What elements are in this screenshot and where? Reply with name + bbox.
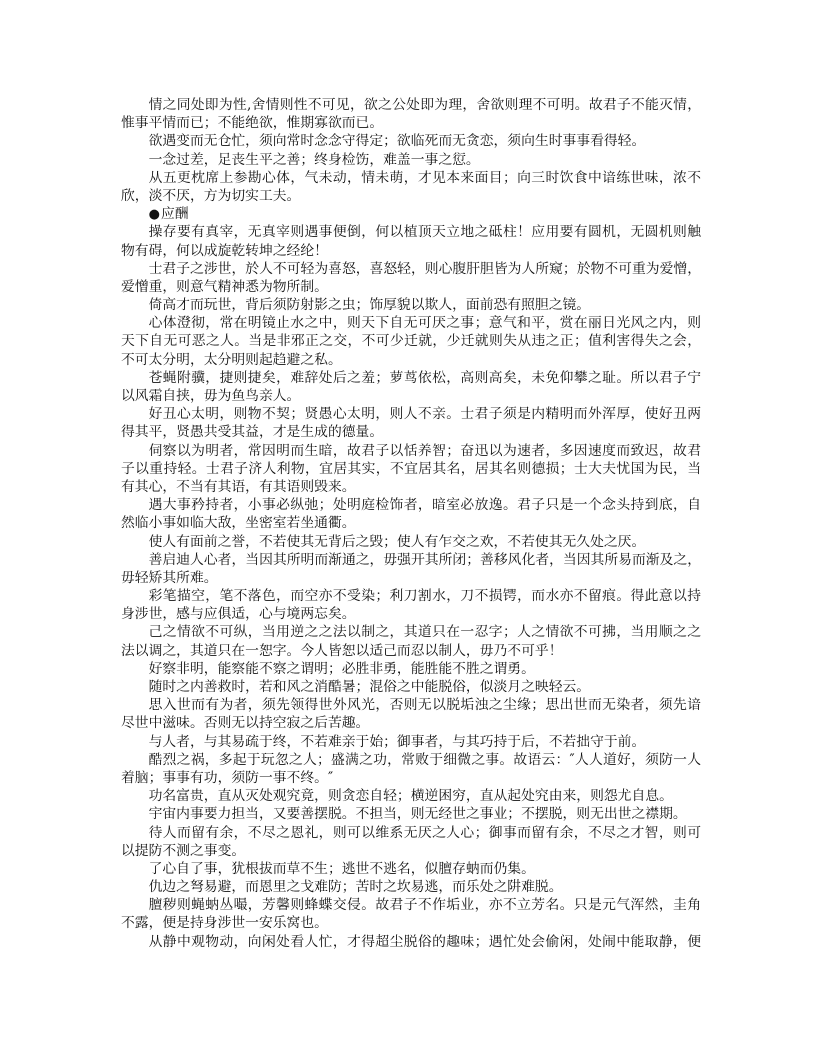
text-line: 与人者，与其易疏于终，不若难亲于始；御事者，与其巧持于后，不若拙守于前。 <box>148 733 646 750</box>
text-line: 己之情欲不可纵，当用逆之之法以制之，其道只在一忍字；人之情欲不可拂，当用顺之之 <box>148 624 701 641</box>
paragraph <box>121 132 701 150</box>
text-line: 仇边之弩易避，而恩里之戈难防；苦时之坎易逃，而乐处之阱难脱。 <box>148 879 563 896</box>
paragraph <box>121 260 701 296</box>
paragraph <box>121 751 701 787</box>
paragraph <box>121 223 701 259</box>
text-line: 毋轻矫其所难。 <box>121 569 218 586</box>
paragraph <box>121 896 701 932</box>
paragraph <box>121 878 701 896</box>
paragraph <box>121 314 701 369</box>
text-line: 身涉世，感与应俱适，心与境两忘矣。 <box>121 606 356 623</box>
paragraph <box>121 623 701 659</box>
text-line: 酷烈之祸，多起于玩忽之人；盛满之功，常败于细微之事。故语云：″人人道好，须防一人 <box>148 751 701 768</box>
paragraph <box>121 824 701 860</box>
text-line: 苍蝇附骥，捷则捷矣，难辞处后之羞；萝茑依松，高则高矣，未免仰攀之耻。所以君子宁 <box>148 369 701 386</box>
paragraph <box>121 96 701 132</box>
text-line: 得其平，贤愚共受其益，才是生成的德量。 <box>121 424 384 441</box>
text-line: 物有碍，何以成旋乾转坤之经纶！ <box>121 242 328 259</box>
text-line: 了心自了事，犹根拔而草不生；逃世不逃名，似膻存蚋而仍集。 <box>148 860 535 877</box>
paragraph <box>121 860 701 878</box>
text-line: 尽世中滋味。否则无以持空寂之后苦趣。 <box>121 715 370 732</box>
text-line: 使人有面前之誉，不若使其无背后之毁；使人有乍交之欢，不若使其无久处之厌。 <box>148 533 646 550</box>
paragraph <box>121 933 701 951</box>
text-line: 好丑心太明，则物不契；贤愚心太明，则人不亲。士君子须是内精明而外浑厚，使好丑两 <box>148 406 701 423</box>
paragraph <box>121 169 701 205</box>
text-line: 宇宙内事要力担当，又要善摆脱。不担当，则无经世之事业；不摆脱，则无出世之襟期。 <box>148 806 687 823</box>
text-line: 心体澄彻，常在明镜止水之中，则天下自无可厌之事；意气和平，赏在丽日光风之内，则 <box>148 315 701 332</box>
text-line: 遇大事矜持者，小事必纵弛；处明庭检饰者，暗室必放逸。君子只是一个念头持到底，自 <box>148 497 701 514</box>
paragraph <box>121 805 701 823</box>
paragraph <box>121 533 701 551</box>
text-line: 从静中观物动，向闲处看人忙，才得超尘脱俗的趣味；遇忙处会偷闲，处闹中能取静，便 <box>148 933 701 950</box>
text-line: 不露，便是持身涉世一安乐窝也。 <box>121 915 328 932</box>
text-line: 伺察以为明者，常因明而生暗，故君子以恬养智；奋迅以为速者，多因速度而致迟，故君 <box>148 442 701 459</box>
text-line: 着脑；事事有功，须防一事不终。″ <box>121 769 334 786</box>
paragraph <box>121 551 701 587</box>
text-line: 士君子之涉世，於人不可轻为喜怒，喜怒轻，则心腹肝胆皆为人所窥；於物不可重为爱憎， <box>148 260 701 277</box>
text-line: 以风霜自挟，毋为鱼鸟亲人。 <box>121 388 301 404</box>
section-title: 应酬 <box>160 206 189 223</box>
text-line: 从五更枕席上参勘心体，气未动，情未萌，才见本来面目；向三时饮食中谙练世味，浓不 <box>148 169 701 186</box>
text-line: 不可太分明，太分明则起趋避之私。 <box>121 351 342 368</box>
paragraph <box>121 733 701 751</box>
paragraph <box>121 787 701 805</box>
text-line: 爱憎重，则意气精神悉为物所制。 <box>121 278 328 295</box>
text-line: 子以重持轻。士君子济人利物，宜居其实，不宜居其名，居其名则德损；士大夫忧国为民，当 <box>121 460 701 477</box>
text-line: 惟事平情而已；不能绝欲，惟期寡欲而已。 <box>121 115 384 132</box>
paragraph <box>121 369 701 405</box>
paragraph <box>121 405 701 441</box>
paragraph <box>121 496 701 532</box>
document-page <box>121 96 701 951</box>
text-line: 倚高才而玩世，背后须防射影之虫；饰厚貌以欺人，面前恐有照胆之镜。 <box>148 297 591 314</box>
bullet-icon: ● <box>148 207 160 223</box>
paragraph <box>121 296 701 314</box>
paragraph <box>121 151 701 169</box>
text-line: 以提防不测之事变。 <box>121 842 246 859</box>
section-heading <box>121 205 701 223</box>
text-line: 操存要有真宰，无真宰则遇事便倒，何以植顶天立地之砥柱！应用要有圆机，无圆机则触 <box>148 224 701 241</box>
paragraph <box>121 660 701 678</box>
text-line: 功名富贵，直从灭处观究竟，则贪恋自轻；横逆困穷，直从起处究由来，则怨尤自息。 <box>148 788 673 805</box>
paragraph <box>121 678 701 696</box>
text-line: 待人而留有余，不尽之恩礼，则可以维系无厌之人心；御事而留有余，不尽之才智，则可 <box>148 824 701 841</box>
text-line: 欲遇变而无仓忙，须向常时念念守得定；欲临死而无贪恋，须向生时事事看得轻。 <box>148 133 646 150</box>
text-line: 法以调之，其道只在一恕字。今人皆恕以适己而忍以制人，毋乃不可乎！ <box>121 642 563 659</box>
text-line: 彩笔描空，笔不落色，而空亦不受染；利刀割水，刀不损锷，而水亦不留痕。得此意以持 <box>148 588 701 605</box>
text-line: 膻秽则蝇蚋丛嘬，芳馨则蜂蝶交侵。故君子不作垢业，亦不立芳名。只是元气浑然，圭角 <box>148 897 701 914</box>
paragraph <box>121 587 701 623</box>
text-line: 天下自无可恶之人。当是非邪正之交，不可少迁就，少迁就则失从违之正；值利害得失之会， <box>121 333 701 350</box>
text-line: 情之同处即为性,舍情则性不可见，欲之公处即为理，舍欲则理不可明。故君子不能灭情， <box>148 97 701 113</box>
text-line: 有其心，不当有其语，有其语则毁来。 <box>121 478 356 495</box>
text-line: 善启迪人心者，当因其所明而渐通之，毋强开其所闭；善移风化者，当因其所易而渐及之， <box>148 551 701 568</box>
text-line: 随时之内善救时，若和风之消酷暑；混俗之中能脱俗，似淡月之映轻云。 <box>148 679 591 695</box>
text-line: 欣，淡不厌，方为切实工夫。 <box>121 187 301 204</box>
text-line: 思入世而有为者，须先领得世外风光，否则无以脱垢浊之尘缘；思出世而无染者，须先谙 <box>148 697 701 714</box>
text-line: 然临小事如临大敌，坐密室若坐通衢。 <box>121 515 356 532</box>
text-line: 一念过差，足丧生平之善；终身检饬，难盖一事之愆。 <box>148 151 480 168</box>
paragraph <box>121 696 701 732</box>
paragraph <box>121 442 701 497</box>
text-line: 好察非明，能察能不察之谓明；必胜非勇，能胜能不胜之谓勇。 <box>148 660 535 677</box>
